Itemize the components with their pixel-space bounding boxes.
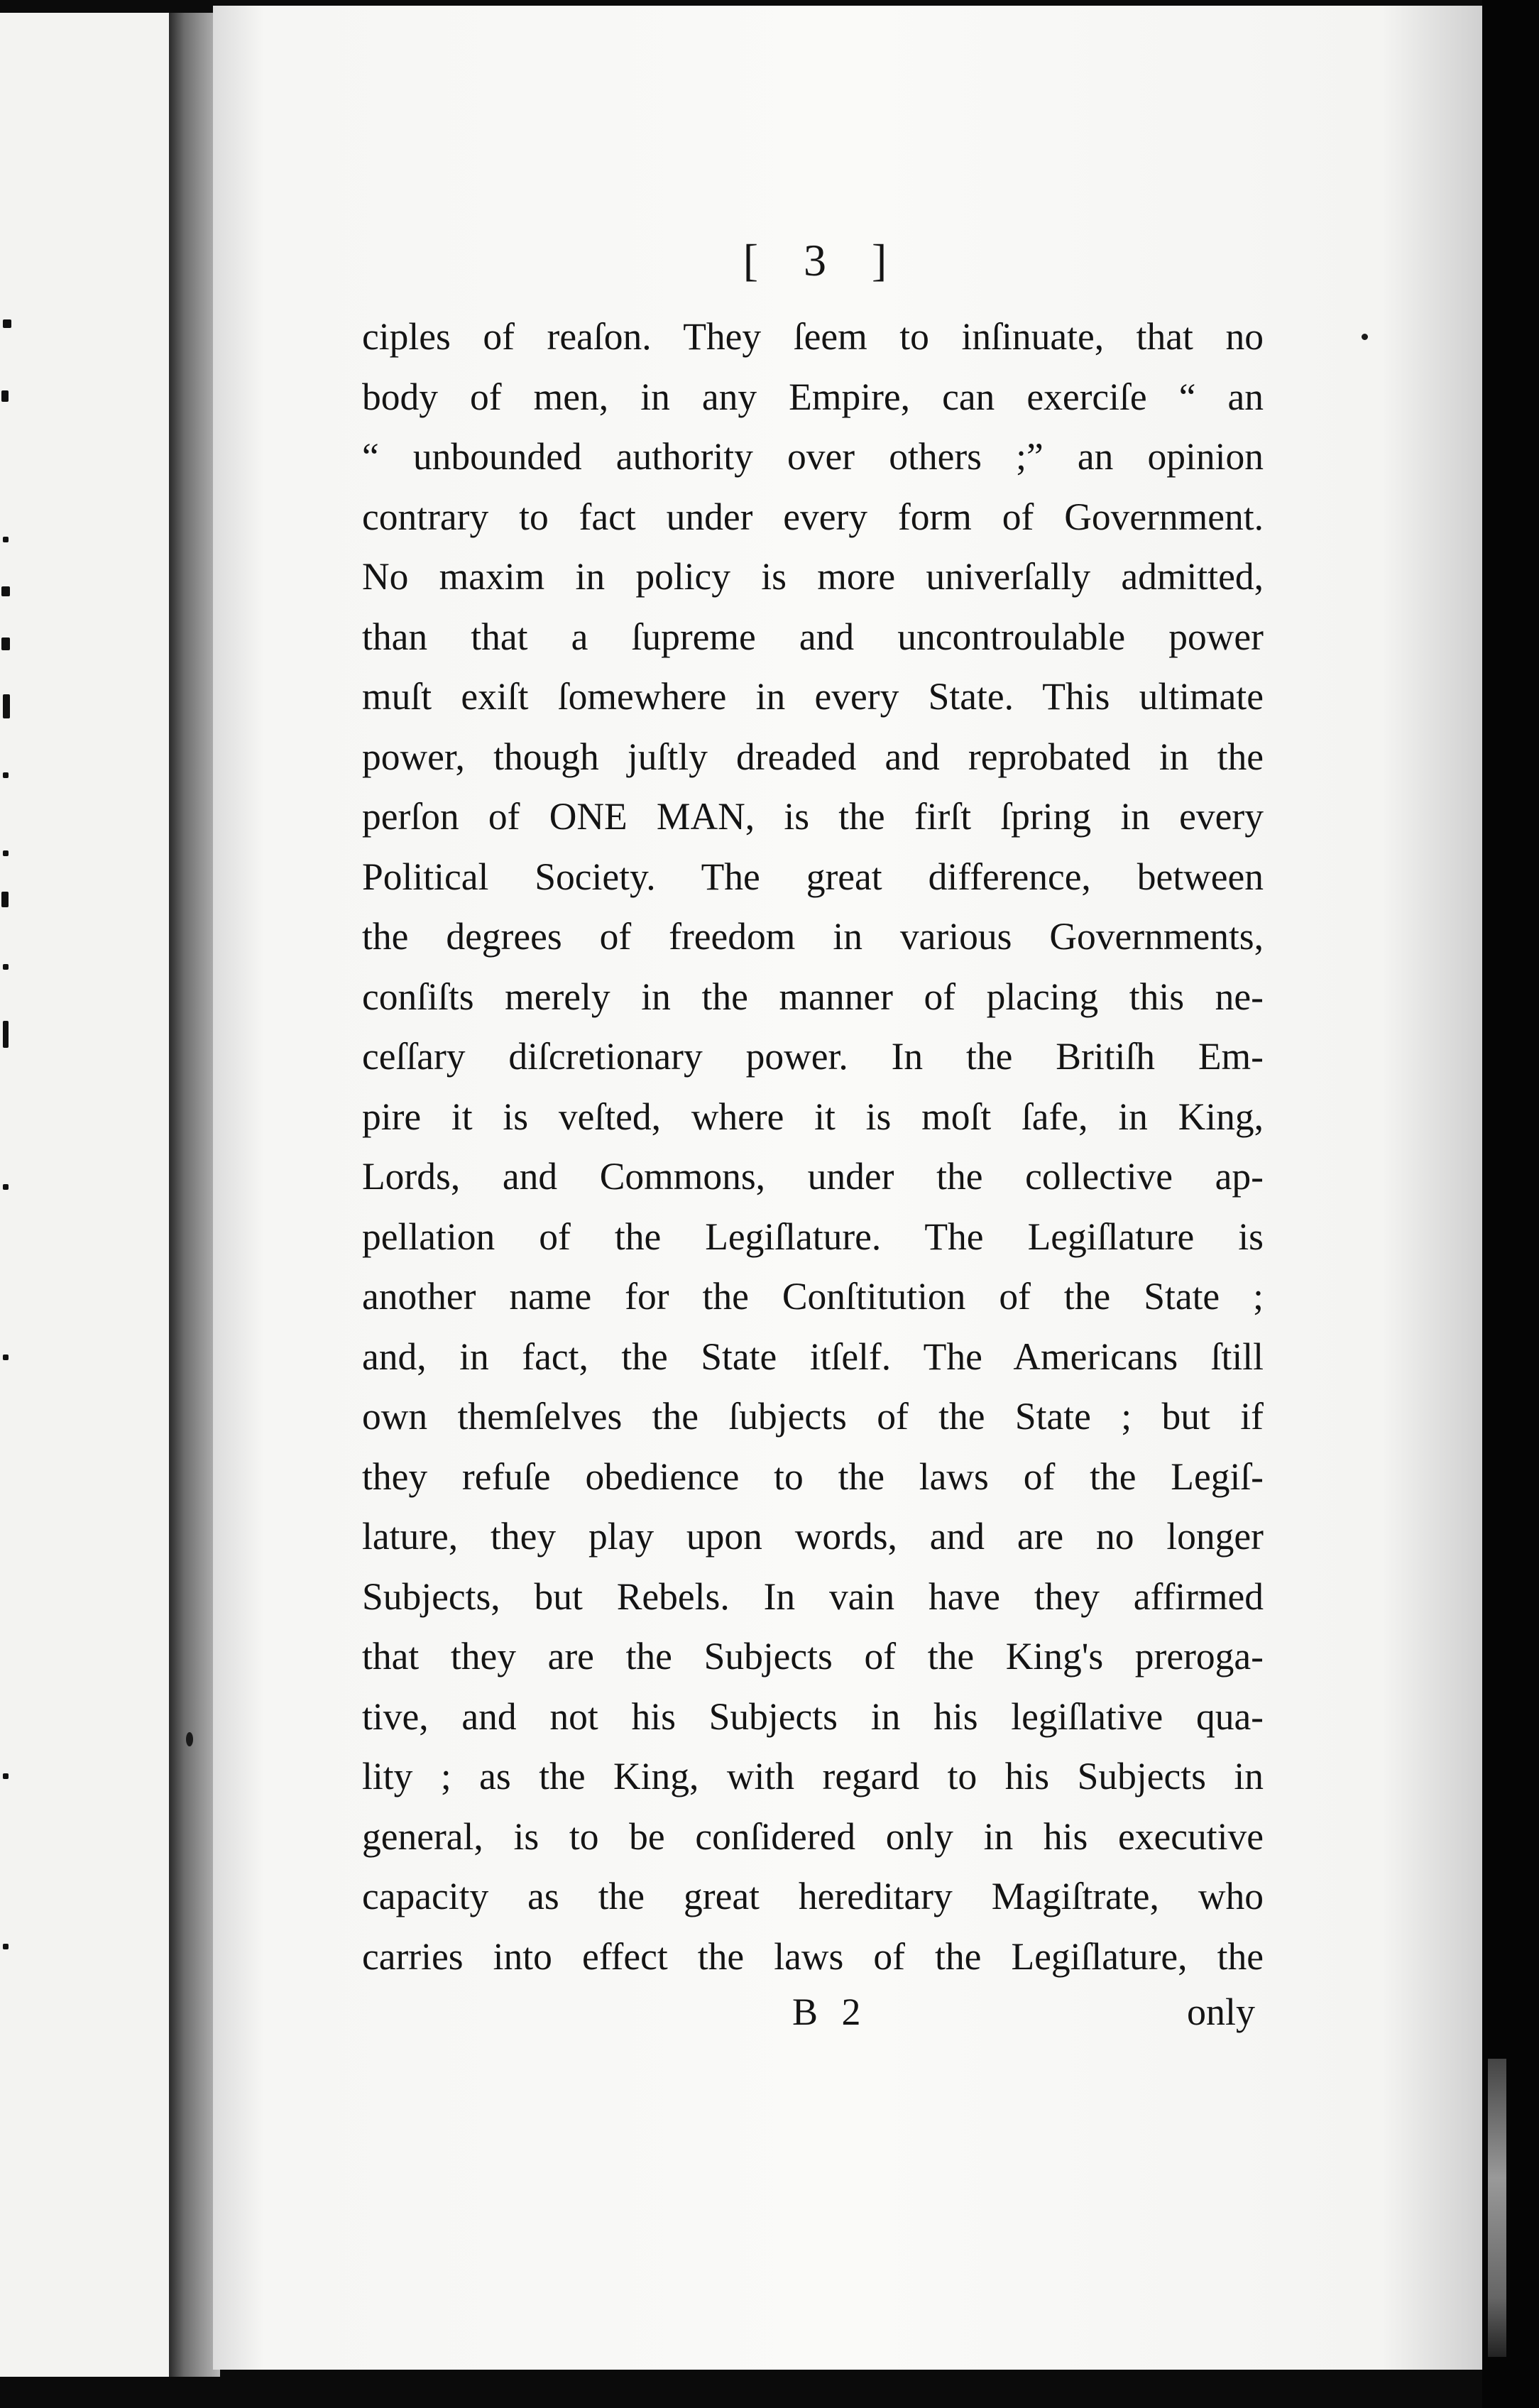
text-line: power, though juſtly dreaded and reprobated in the <box>362 735 1264 778</box>
previous-page-edge <box>0 13 179 2377</box>
text-line: lity ; as the King, with regard to his Subjects in <box>362 1755 1264 1797</box>
text-line: Lords, and Commons, under the collective ap- <box>362 1155 1264 1198</box>
text-line: own themſelves the ſubjects of the State ; but if <box>362 1395 1264 1438</box>
text-line: carries into effect the laws of the Legiſlature, the <box>362 1934 1264 1978</box>
paper-speck <box>186 1732 193 1746</box>
text-line: ceſſary diſcretionary power. In the Britiſh Em- <box>362 1035 1264 1078</box>
text-line: perſon of ONE MAN, is the firſt ſpring in every <box>362 795 1264 838</box>
text-line: another name for the Conſtitution of the State ; <box>362 1275 1264 1318</box>
text-line: they refuſe obedience to the laws of the Legiſ- <box>362 1455 1264 1498</box>
text-line: lature, they play upon words, and are no longer <box>362 1515 1264 1558</box>
text-line: pellation of the Legiſlature. The Legiſlature is <box>362 1215 1264 1258</box>
text-line: Political Society. The great difference, between <box>362 855 1264 898</box>
text-line: Subjects, but Rebels. In vain have they affirmed <box>362 1575 1264 1618</box>
catchword: only <box>1187 1991 1256 2033</box>
text-line: muſt exiſt ſomewhere in every State. This ultimate <box>362 675 1264 718</box>
text-line: contrary to fact under every form of Government. <box>362 495 1264 538</box>
paper-speck <box>1362 334 1368 340</box>
text-line: “ unbounded authority over others ;” an opinion <box>362 435 1264 478</box>
page-number-header: [ 3 ] <box>743 235 904 285</box>
text-line: and, in fact, the State itſelf. The Americans ſtill <box>362 1335 1264 1378</box>
text-line: capacity as the great hereditary Magiſtrate, who <box>362 1875 1264 1917</box>
text-line: the degrees of freedom in various Governments, <box>362 915 1264 958</box>
text-line: that they are the Subjects of the King's preroga- <box>362 1635 1264 1678</box>
body-text <box>362 307 1264 1986</box>
right-page-edge <box>1482 0 1539 2408</box>
text-line: ciples of reaſon. They ſeem to inſinuate, that no <box>362 315 1264 358</box>
signature-mark: B 2 <box>792 1991 868 2033</box>
page-edge-strip <box>1488 2059 1506 2357</box>
text-line: general, is to be conſidered only in his executive <box>362 1815 1264 1858</box>
text-line: tive, and not his Subjects in his legiſlative qua- <box>362 1695 1264 1738</box>
text-line: No maxim in policy is more univerſally admitted, <box>362 555 1264 598</box>
text-line: than that a ſupreme and uncontroulable power <box>362 615 1264 658</box>
text-line: conſiſts merely in the manner of placing this ne- <box>362 975 1264 1018</box>
text-line: body of men, in any Empire, can exerciſe “ an <box>362 375 1264 418</box>
text-line: pire it is veſted, where it is moſt ſafe, in King, <box>362 1095 1264 1138</box>
